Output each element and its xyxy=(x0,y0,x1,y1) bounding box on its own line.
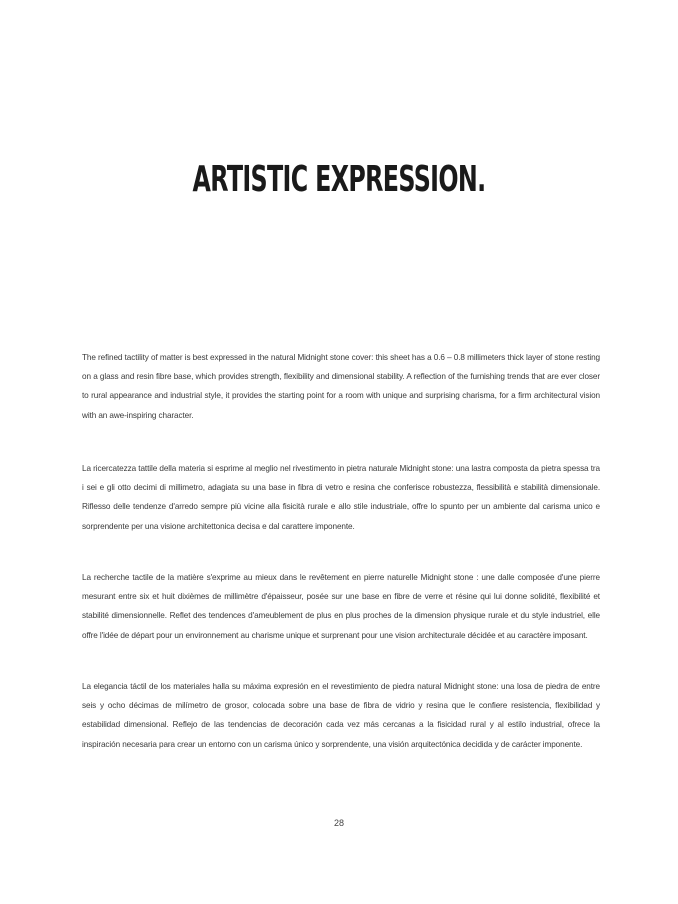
paragraph-spanish: La elegancia táctil de los materiales halla su máxima expresión en el revestimiento de piedra natural Midnight stone: una losa de piedra de entre seis y ocho décimas de milímetro de grosor, colocada sobre una base de fibra de vidrio y resina que le confiere resistencia, flexibilidad y estabilidad dimensional. Reflejo de las tendencias de decoración cada vez más cercanas a la fisicidad rural y al estilo industrial, ofrece la inspiración necesaria para crear un entorno con un carisma único y sorprendente, una visión arquitectónica decidida y de carácter imponente. xyxy=(82,682,600,749)
paragraph-english: The refined tactility of matter is best expressed in the natural Midnight stone cover: this sheet has a 0.6 – 0.8 millimeters thick layer of stone resting on a glass and resin fibre base, which provides strength, flexibility and dimensional stability. A reflection of the furnishing trends that are ever closer to rural appearance and industrial style, it provides the starting point for a room with unique and surprising charisma, for a firm architectural vision with an awe-inspiring character. xyxy=(82,353,600,420)
page-title: ARTISTIC EXPRESSION. xyxy=(192,159,486,200)
paragraph-french: La recherche tactile de la matière s'exprime au mieux dans le revêtement en pierre naturelle Midnight stone : une dalle composée d'une pierre mesurant entre six et huit dixièmes de millimètre d'épaisseur, posée sur une base en fibre de verre et résine qui lui donne solidité, flexibilité et stabilité dimensionnelle. Reflet des tendences d'ameublement de plus en plus proches de la dimension physique rurale et du style industriel, elle offre l'idée de départ pour un environnement au charisme unique et surprenant pour une vision architecturale décidée et au caractère imposant. xyxy=(82,573,600,640)
page-number: 28 xyxy=(333,818,344,828)
paragraph-italian: La ricercatezza tattile della materia si esprime al meglio nel rivestimento in pietra naturale Midnight stone: una lastra composta da pietra spessa tra i sei e gli otto decimi di millimetro, adagiata su una base in fibra di vetro e resina che conferisce robustezza, flessibilità e stabilità dimensionale. Riflesso delle tendenze d'arredo sempre più vicine alla fisicità rurale e allo stile industriale, offre lo spunto per un ambiente dal carisma unico e sorprendente per una visione architettonica decisa e dal carattere imponente. xyxy=(82,464,600,531)
